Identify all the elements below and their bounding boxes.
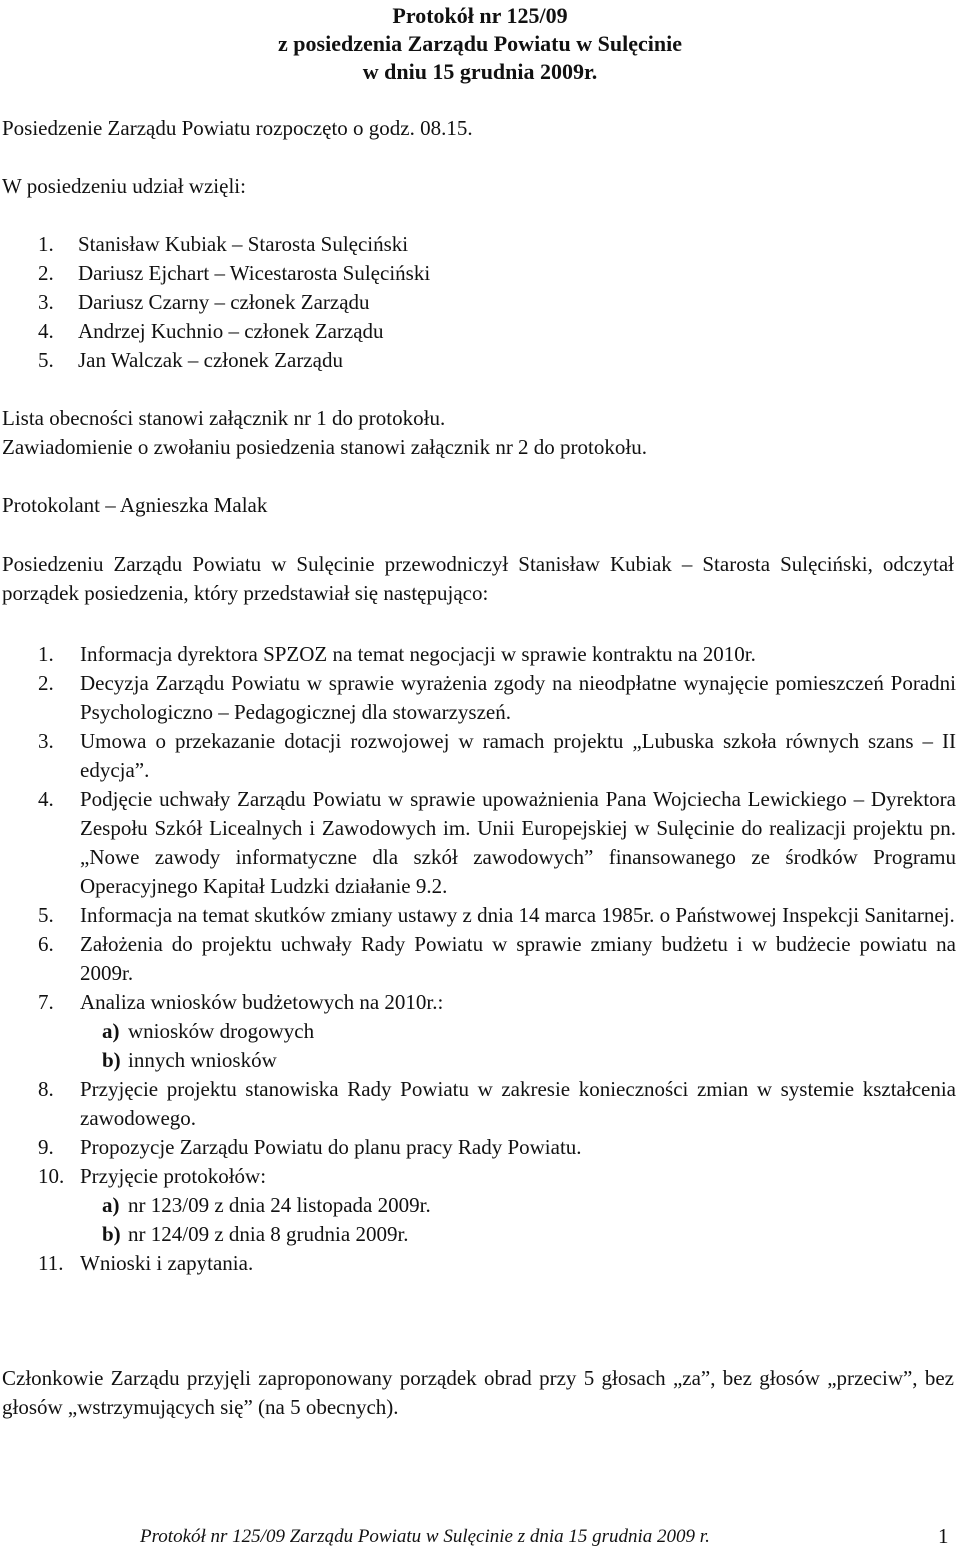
agenda-subitem: b) innych wniosków — [102, 1048, 277, 1072]
vote-paragraph: Członkowie Zarządu przyjęli zaproponowany porządek obrad przy 5 głosach „za”, bez głosów „przeciw”, bez głosów „wstrzymujących się” (na 5 obecnych). — [2, 1366, 954, 1419]
attachment-note-1: Lista obecności stanowi załącznik nr 1 do protokołu. — [2, 406, 446, 430]
agenda-item: 2. Decyzja Zarządu Powiatu w sprawie wyrażenia zgody na nieodpłatne wynajęcie pomieszczeń Poradni Psychologiczno – Pedagogicznej dla stowarzyszeń. — [38, 671, 956, 724]
attachment-note-2: Zawiadomienie o zwołaniu posiedzenia stanowi załącznik nr 2 do protokołu. — [2, 435, 647, 459]
agenda-item: 8. Przyjęcie projektu stanowiska Rady Powiatu w zakresie konieczności zmian w systemie kształcenia zawodowego. — [38, 1077, 956, 1130]
attendee-item: 2. Dariusz Ejchart – Wicestarosta Sulęciński — [38, 261, 431, 285]
agenda-item: 1. Informacja dyrektora SPZOZ na temat negocjacji w sprawie kontraktu na 2010r. — [38, 642, 756, 666]
title-line-3: w dniu 15 grudnia 2009r. — [362, 59, 598, 84]
attendee-item: 4. Andrzej Kuchnio – członek Zarządu — [38, 319, 384, 343]
agenda-sublist — [80, 1191, 956, 1249]
agenda-item: 11. Wnioski i zapytania. — [38, 1251, 254, 1275]
attendee-item: 1. Stanisław Kubiak – Starosta Sulęciński — [38, 232, 409, 256]
agenda-subitem: b) nr 124/09 z dnia 8 grudnia 2009r. — [102, 1222, 409, 1246]
agenda-item: 4. Podjęcie uchwały Zarządu Powiatu w sprawie upoważnienia Pana Wojciecha Lewickiego – Dyrektora Zespołu Szkół Licealnych i Zawodowych im. Unii Europejskiej w Sulęcinie do realizacji projektu pn. „Nowe zawody informatyczne dla szkół zawodowych” finansowanego ze środków Programu Operacyjnego Kapitał Ludzki działanie 9.2. — [38, 787, 956, 898]
attendance-label: W posiedzeniu udział wzięli: — [2, 174, 246, 198]
attendee-list — [38, 230, 430, 375]
chair-paragraph: Posiedzeniu Zarządu Powiatu w Sulęcinie przewodniczył Stanisław Kubiak – Starosta Sulęciński, odczytał porządek posiedzenia, który przedstawiał się następująco: — [2, 552, 954, 605]
agenda-list — [38, 640, 956, 1278]
recorder-text: Protokolant – Agnieszka Malak — [2, 493, 268, 517]
agenda-item: 6. Założenia do projektu uchwały Rady Powiatu w sprawie zmiany budżetu i w budżecie powiatu na 2009r. — [38, 932, 956, 985]
agenda-item: 7. Analiza wniosków budżetowych na 2010r.: a) wniosków drogowych b) innych wniosków — [38, 988, 956, 1075]
title-line-2: z posiedzenia Zarządu Powiatu w Sulęcinie — [278, 31, 682, 56]
agenda-subitem: a) nr 123/09 z dnia 24 listopada 2009r. — [102, 1193, 431, 1217]
attendee-item: 5. Jan Walczak – członek Zarządu — [38, 348, 343, 372]
intro-text: Posiedzenie Zarządu Powiatu rozpoczęto o godz. 08.15. — [2, 116, 473, 140]
agenda-item: 10. Przyjęcie protokołów: a) nr 123/09 z dnia 24 listopada 2009r. b) nr 124/09 z dnia 8 grudnia 2009r. — [38, 1162, 956, 1249]
agenda-sublist — [80, 1017, 956, 1075]
agenda-item-text: Przyjęcie protokołów: — [80, 1164, 267, 1188]
page-footer: Protokół nr 125/09 Zarządu Powiatu w Sulęcinie z dnia 15 grudnia 2009 r. — [140, 1526, 710, 1547]
document-title — [0, 2, 960, 86]
agenda-item: 9. Propozycje Zarządu Powiatu do planu pracy Rady Powiatu. — [38, 1135, 582, 1159]
agenda-item: 3. Umowa o przekazanie dotacji rozwojowej w ramach projektu „Lubuska szkoła równych szans – II edycja”. — [38, 729, 956, 782]
agenda-item: 5. Informacja na temat skutków zmiany ustawy z dnia 14 marca 1985r. o Państwowej Inspekcji Sanitarnej. — [38, 903, 955, 927]
agenda-item-text: Analiza wniosków budżetowych na 2010r.: — [80, 990, 444, 1014]
agenda-subitem: a) wniosków drogowych — [102, 1019, 315, 1043]
page-number: 1 — [938, 1524, 949, 1548]
title-line-1: Protokół nr 125/09 — [392, 3, 568, 28]
attendee-item: 3. Dariusz Czarny – członek Zarządu — [38, 290, 370, 314]
